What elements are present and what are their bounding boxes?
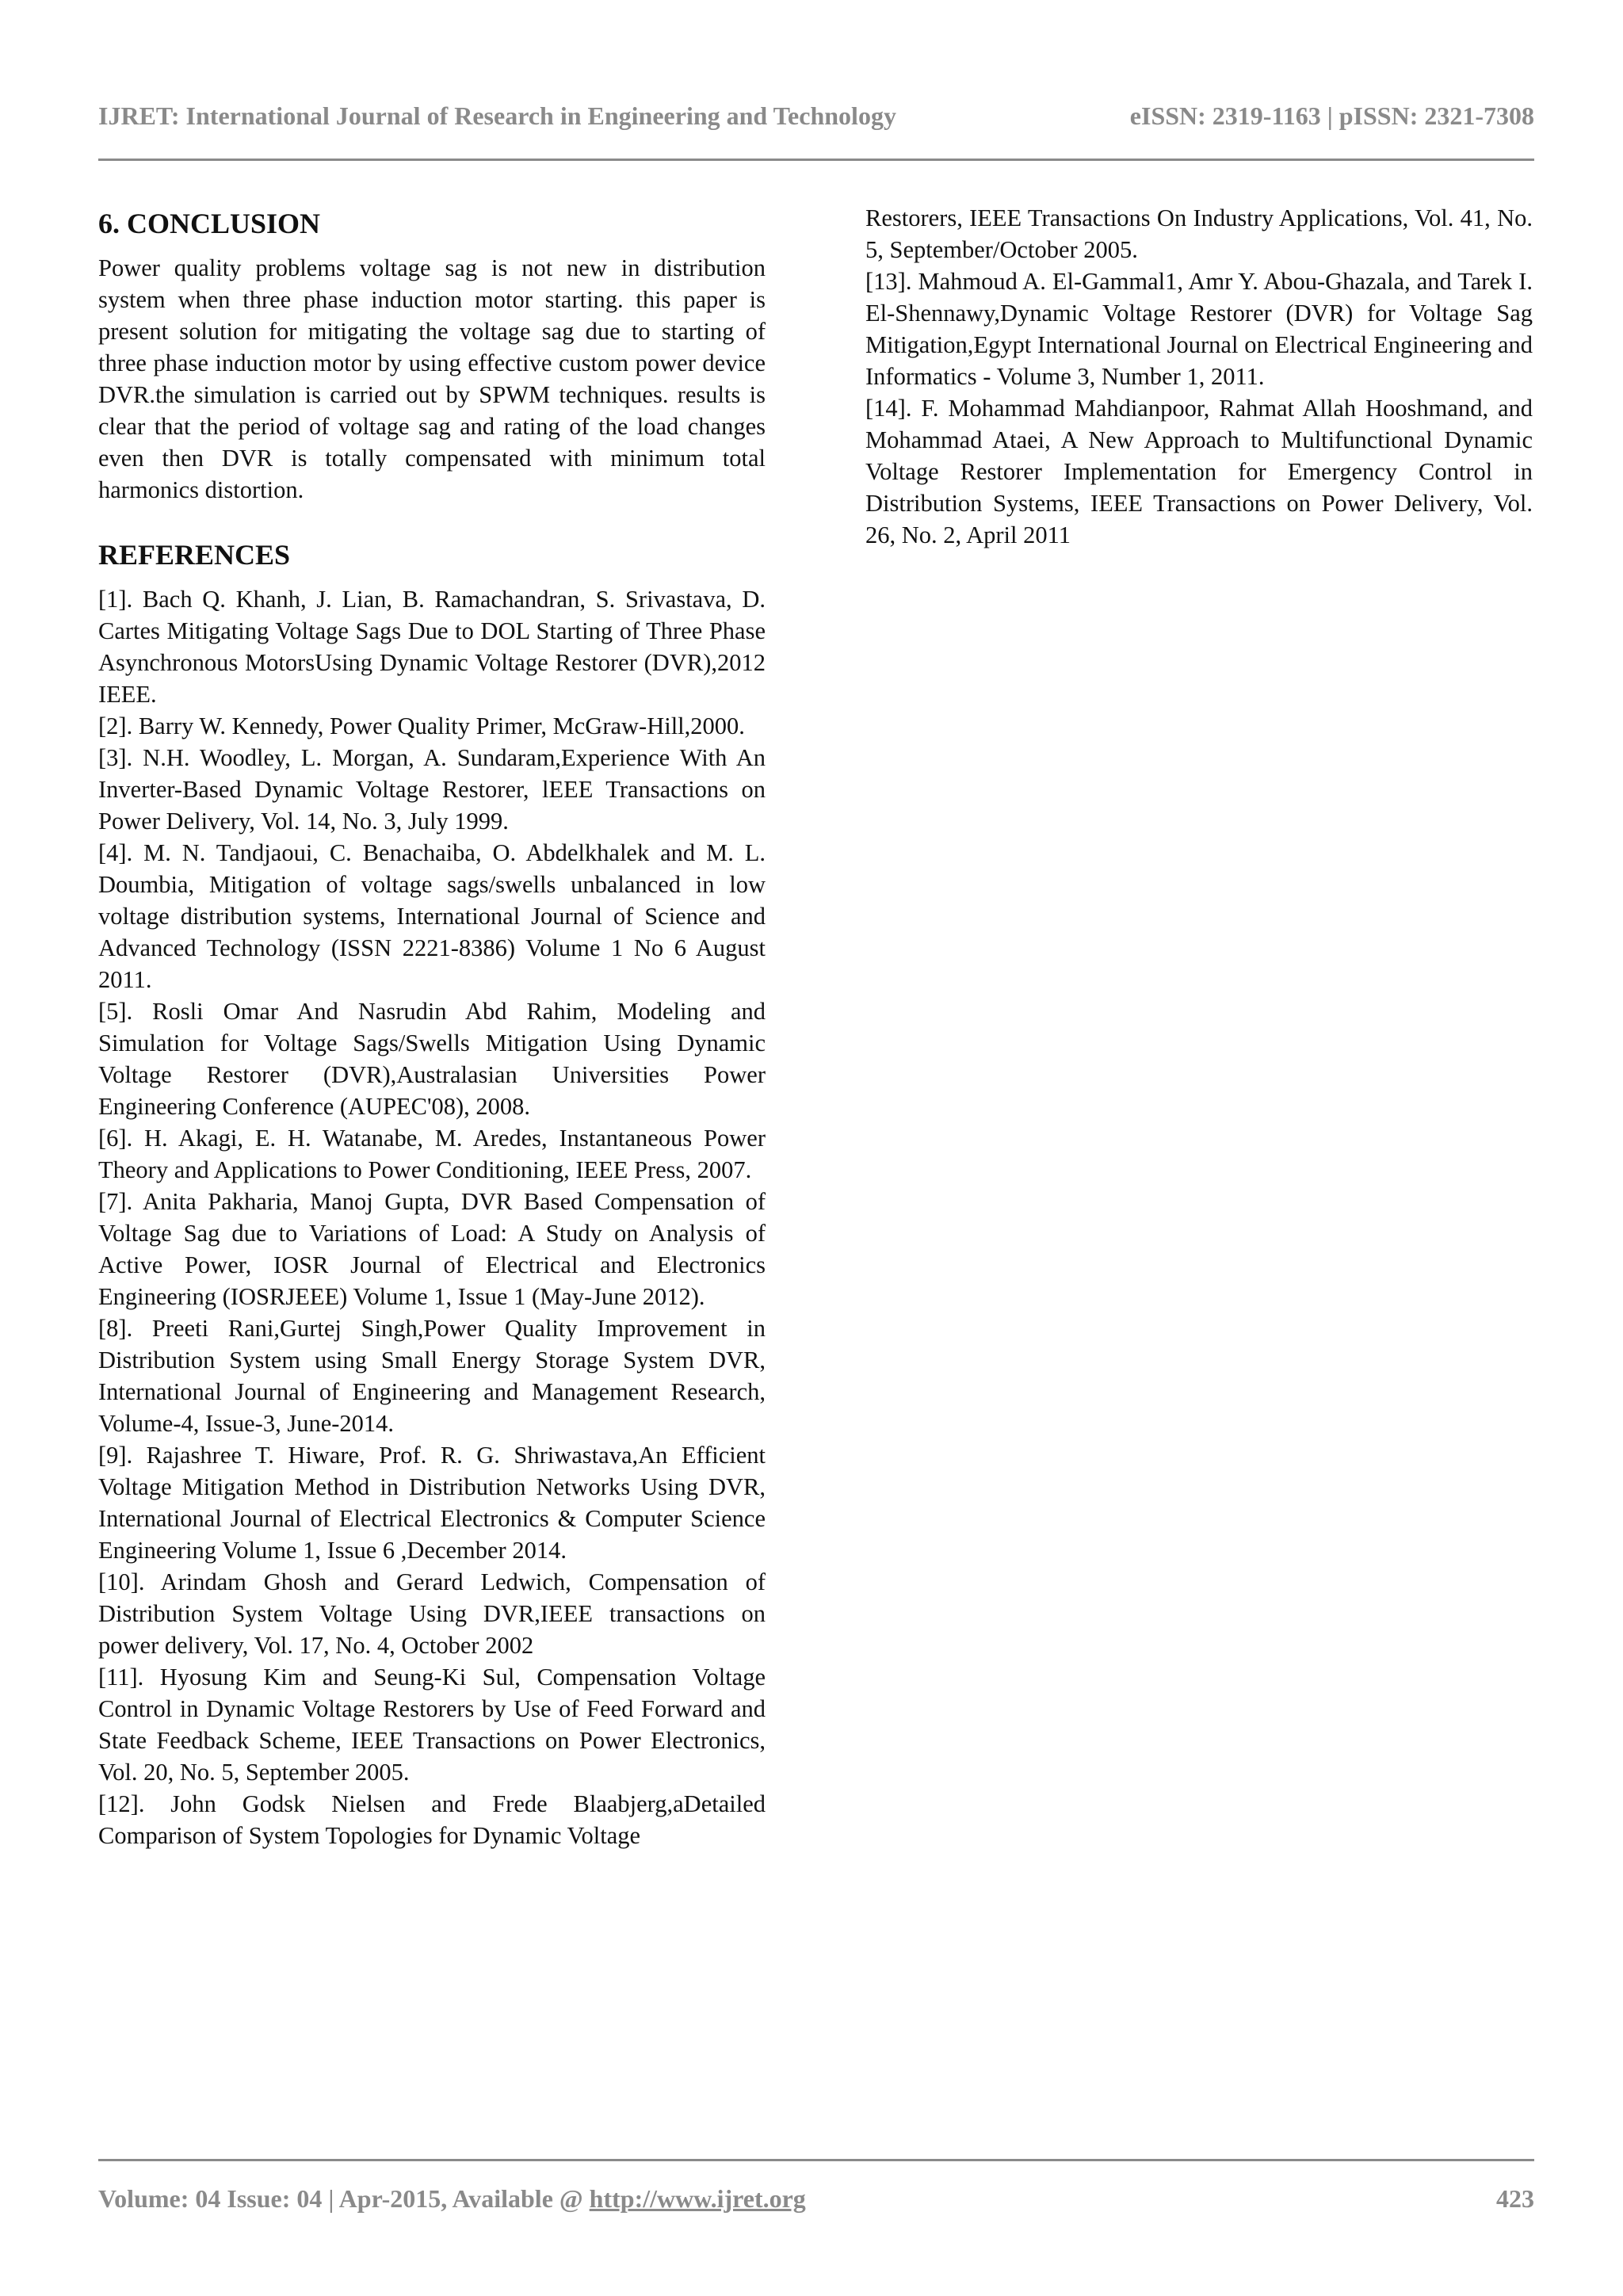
reference-item: [1]. Bach Q. Khanh, J. Lian, B. Ramachandran, S. Srivastava, D. Cartes Mitigating Voltage Sags Due to DOL Starting of Three Phase Asynchronous MotorsUsing Dynamic Voltage Restorer (DVR),2012 IEEE. <box>98 586 766 708</box>
left-column <box>98 206 766 1851</box>
reference-item: [3]. N.H. Woodley, L. Morgan, A. Sundaram,Experience With An Inverter-Based Dynamic Voltage Restorer, lEEE Transactions on Power Delivery, Vol. 14, No. 3, July 1999. <box>98 744 766 835</box>
page-footer <box>98 2184 1534 2214</box>
conclusion-heading: 6. CONCLUSION <box>98 208 321 239</box>
reference-item: [11]. Hyosung Kim and Seung-Ki Sul, Compensation Voltage Control in Dynamic Voltage Restorers by Use of Feed Forward and State Feedback Scheme, IEEE Transactions on Power Electronics, Vol. 20, No. 5, September 2005. <box>98 1664 766 1786</box>
right-column <box>865 202 1533 551</box>
journal-website-link[interactable]: http://www.ijret.org <box>589 2184 806 2213</box>
footer-volume-text: Volume: 04 Issue: 04 | Apr-2015, Available @ <box>98 2184 590 2213</box>
issn-text: eISSN: 2319-1163 | pISSN: 2321-7308 <box>1129 101 1534 130</box>
footer-divider <box>98 2159 1534 2161</box>
reference-item: [2]. Barry W. Kennedy, Power Quality Primer, McGraw-Hill,2000. <box>98 712 745 739</box>
reference-item: [12]. John Godsk Nielsen and Frede Blaabjerg,aDetailed Comparison of System Topologies for Dynamic Voltage <box>98 1790 766 1849</box>
references-list-left <box>98 583 766 1851</box>
reference-item: [5]. Rosli Omar And Nasrudin Abd Rahim, Modeling and Simulation for Voltage Sags/Swells Mitigation Using Dynamic Voltage Restorer (DVR),Australasian Universities Power Engineering Conference (AUPEC'08), 2008. <box>98 998 766 1120</box>
page-header <box>98 101 1534 131</box>
footer-volume-info <box>98 2184 806 2214</box>
reference-item: [14]. F. Mohammad Mahdianpoor, Rahmat Allah Hooshmand, and Mohammad Ataei, A New Approach to Multifunctional Dynamic Voltage Restorer Implementation for Emergency Control in Distribution Systems, IEEE Transactions on Power Delivery, Vol. 26, No. 2, April 2011 <box>865 395 1533 548</box>
journal-title: IJRET: International Journal of Research in Engineering and Technology <box>98 101 896 130</box>
references-list-right <box>865 202 1533 551</box>
reference-item: [9]. Rajashree T. Hiware, Prof. R. G. Shriwastava,An Efficient Voltage Mitigation Method in Distribution Networks Using DVR, International Journal of Electrical Electronics & Computer Science Engineering Volume 1, Issue 6 ,December 2014. <box>98 1442 766 1564</box>
header-divider <box>98 159 1534 161</box>
reference-item: [10]. Arindam Ghosh and Gerard Ledwich, Compensation of Distribution System Voltage Using DVR,IEEE transactions on power delivery, Vol. 17, No. 4, October 2002 <box>98 1568 766 1659</box>
reference-item: [7]. Anita Pakharia, Manoj Gupta, DVR Based Compensation of Voltage Sag due to Variations of Load: A Study on Analysis of Active Power, IOSR Journal of Electrical and Electronics Engineering (IOSRJEEE) Volume 1, Issue 1 (May-June 2012). <box>98 1188 766 1310</box>
reference-item: [4]. M. N. Tandjaoui, C. Benachaiba, O. Abdelkhalek and M. L. Doumbia, Mitigation of voltage sags/swells unbalanced in low voltage distribution systems, International Journal of Science and Advanced Technology (ISSN 2221-8386) Volume 1 No 6 August 2011. <box>98 839 766 993</box>
reference-item: [8]. Preeti Rani,Gurtej Singh,Power Quality Improvement in Distribution System using Small Energy Storage System DVR, International Journal of Engineering and Management Research, Volume-4, Issue-3, June-2014. <box>98 1315 766 1437</box>
reference-item: [6]. H. Akagi, E. H. Watanabe, M. Aredes, Instantaneous Power Theory and Applications to Power Conditioning, IEEE Press, 2007. <box>98 1125 766 1183</box>
page-number: 423 <box>1496 2184 1534 2213</box>
references-heading: REFERENCES <box>98 539 291 571</box>
reference-item-continued: Restorers, IEEE Transactions On Industry Applications, Vol. 41, No. 5, September/October 2005. <box>865 204 1533 263</box>
conclusion-paragraph: Power quality problems voltage sag is not new in distribution system when three phase induction motor starting. this paper is present solution for mitigating the voltage sag due to starting of three phase induction motor by using effective custom power device DVR.the simulation is carried out by SPWM techniques. results is clear that the period of voltage sag and rating of the load changes even then DVR is totally compensated with minimum total harmonics distortion. <box>98 254 766 503</box>
reference-item: [13]. Mahmoud A. El-Gammal1, Amr Y. Abou-Ghazala, and Tarek I. El-Shennawy,Dynamic Voltage Restorer (DVR) for Voltage Sag Mitigation,Egypt International Journal on Electrical Engineering and Informatics - Volume 3, Number 1, 2011. <box>865 268 1533 390</box>
